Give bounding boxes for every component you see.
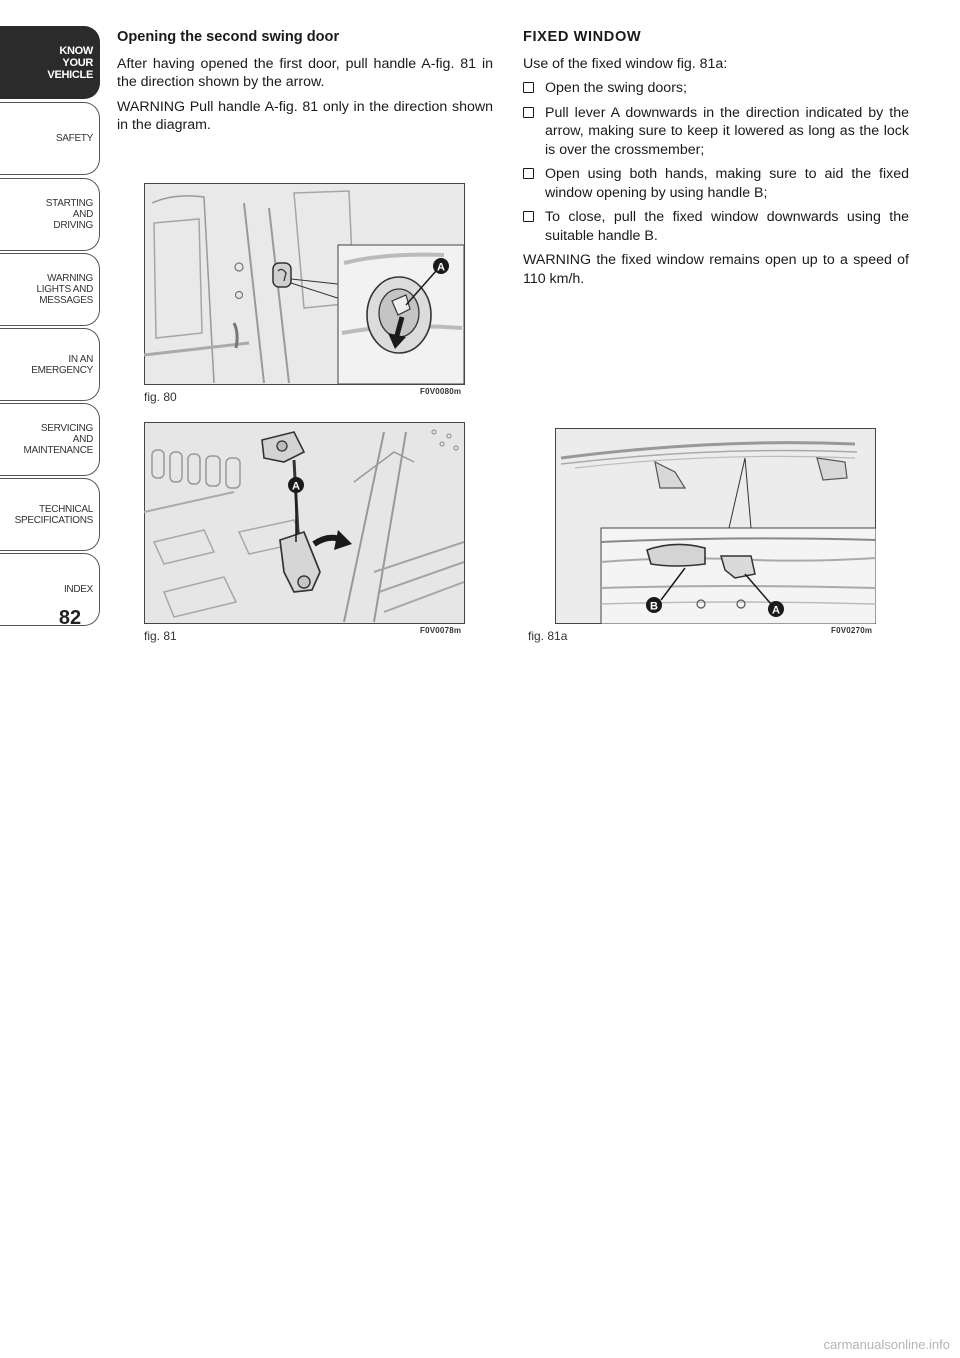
tab-in-an-emergency[interactable]: IN AN EMERGENCY xyxy=(0,328,100,401)
step-text: Pull lever A downwards in the direction indicated by the arrow, making sure to keep it lowered as long as the lock is over the crossmember; xyxy=(545,104,909,158)
step-text: Open the swing doors; xyxy=(545,80,687,96)
list-item xyxy=(523,165,909,202)
list-item xyxy=(523,208,909,245)
paragraph-warning: WARNING Pull handle A-fig. 81 only in the direction shown in the diagram. xyxy=(117,98,493,133)
tab-starting-and-driving[interactable]: STARTING AND DRIVING xyxy=(0,178,100,251)
callout-a-label: A xyxy=(772,604,780,617)
figure-81 xyxy=(144,422,465,643)
swing-door-lever-illustration xyxy=(144,422,465,624)
left-column xyxy=(117,28,493,141)
section-heading-second-swing-door: Opening the second swing door xyxy=(117,29,340,45)
tab-safety[interactable]: SAFETY xyxy=(0,102,100,175)
figure-80 xyxy=(144,183,465,404)
tab-index[interactable]: INDEX xyxy=(0,553,100,626)
tab-technical-specifications[interactable]: TECHNICAL SPECIFICATIONS xyxy=(0,478,100,551)
callout-b-label: B xyxy=(650,600,658,613)
figure-caption: fig. 81 xyxy=(144,629,177,643)
steps-list xyxy=(523,79,909,245)
page-number: 82 xyxy=(58,607,82,629)
figure-code: F0V0080m xyxy=(420,387,462,396)
figure-caption: fig. 80 xyxy=(144,390,177,404)
figure-caption: fig. 81a xyxy=(528,629,568,643)
checkbox-bullet-icon xyxy=(523,107,534,118)
checkbox-bullet-icon xyxy=(523,211,534,222)
figure-code: F0V0270m xyxy=(831,626,873,635)
list-item xyxy=(523,79,909,98)
callout-a-label: A xyxy=(292,480,300,493)
paragraph-instruction: After having opened the first door, pull handle A-fig. 81 in the direction shown by the arrow. xyxy=(117,55,493,90)
checkbox-bullet-icon xyxy=(523,82,534,93)
checkbox-bullet-icon xyxy=(523,168,534,179)
step-text: To close, pull the fixed window downwards using the suitable handle B. xyxy=(545,209,909,244)
section-heading-fixed-window: FIXED WINDOW xyxy=(523,29,642,45)
figure-code: F0V0078m xyxy=(420,626,462,635)
tab-warning-lights[interactable]: WARNING LIGHTS AND MESSAGES xyxy=(0,253,100,326)
tab-servicing[interactable]: SERVICING AND MAINTENANCE xyxy=(0,403,100,476)
watermark: carmanualsonline.info xyxy=(823,1337,950,1352)
right-column xyxy=(523,28,909,294)
paragraph-intro: Use of the fixed window fig. 81a: xyxy=(523,55,728,72)
step-text: Open using both hands, making sure to aid the fixed window opening by using handle B; xyxy=(545,166,909,201)
fixed-window-illustration xyxy=(555,428,876,624)
door-handle-illustration xyxy=(144,183,465,385)
figure-81a xyxy=(528,428,876,643)
list-item xyxy=(523,104,909,160)
tab-know-your-vehicle[interactable]: KNOW YOUR VEHICLE xyxy=(0,26,100,99)
callout-a-label: A xyxy=(437,261,445,274)
paragraph-warning-speed: WARNING the fixed window remains open up to a speed of 110 km/h. xyxy=(523,252,909,287)
